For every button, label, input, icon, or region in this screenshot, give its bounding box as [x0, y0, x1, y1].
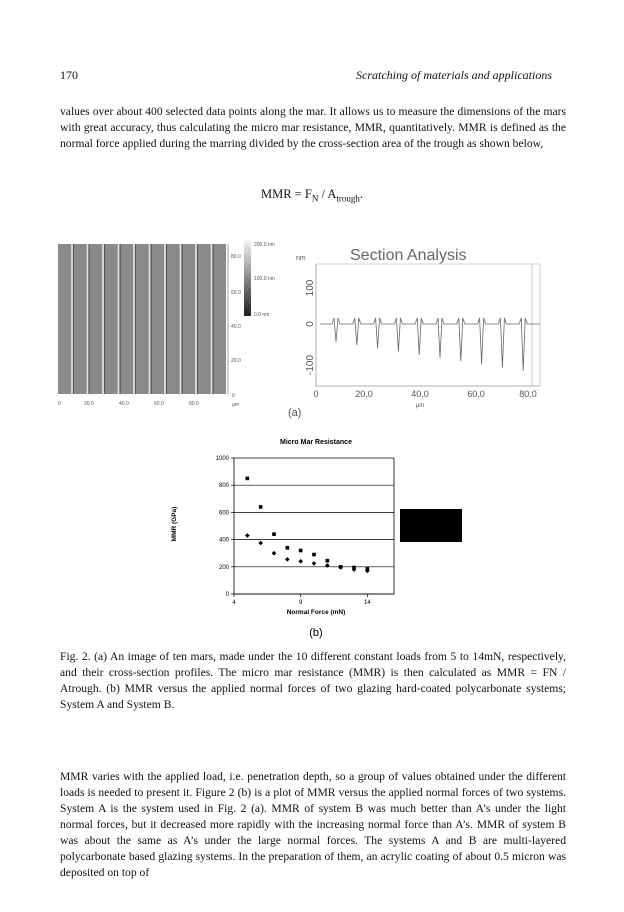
- data-point-square: [352, 566, 356, 570]
- panel-label-a: (a): [288, 407, 302, 419]
- section-y-tick: 0: [305, 321, 316, 327]
- x-tick-label: 4: [232, 600, 236, 606]
- data-point-square: [259, 505, 263, 509]
- image-y-tick: 20.0: [231, 358, 241, 364]
- data-point-diamond: [245, 533, 250, 538]
- data-point-square: [246, 477, 250, 481]
- colorbar-tick: 100.0 nm: [254, 276, 275, 282]
- section-title: Section Analysis: [350, 247, 467, 264]
- section-x-tick: 80.0: [519, 389, 537, 399]
- section-y-unit: nm: [296, 255, 306, 262]
- data-point-square: [326, 559, 330, 563]
- image-y-tick: 40.0: [231, 324, 241, 330]
- color-bar: [244, 240, 251, 316]
- image-y-unit: µm: [232, 402, 240, 408]
- y-tick-label: 200: [218, 564, 229, 571]
- image-x-tick: 40.0: [119, 401, 129, 407]
- equation-sub-trough: trough: [336, 193, 360, 204]
- data-point-diamond: [258, 541, 263, 546]
- section-x-tick: 20.0: [355, 389, 373, 399]
- y-tick-label: 600: [218, 510, 229, 517]
- figure-a: [58, 228, 542, 438]
- section-x-unit: µm: [415, 403, 425, 409]
- x-tick-labels: [232, 594, 371, 606]
- chart-grid: [231, 458, 394, 594]
- panel-label-b: (b): [309, 627, 323, 639]
- chart-xlabel: Normal Force (mN): [286, 609, 346, 616]
- equation-mid: / A: [318, 187, 337, 201]
- section-y-tick: 100: [305, 279, 316, 297]
- x-tick-label: 14: [363, 600, 371, 606]
- section-profile: [320, 318, 540, 371]
- data-point-square: [286, 546, 290, 550]
- y-tick-label: 1000: [215, 456, 229, 462]
- equation-end: .: [359, 187, 363, 201]
- data-point-diamond: [312, 561, 317, 566]
- data-point-square: [339, 565, 343, 569]
- equation-lhs: MMR = F: [260, 187, 312, 201]
- body-paragraph-2: MMR varies with the applied load, i.e. penetration depth, so a group of values obtained under the different loads is needed to present it. Figure 2 (b) is a plot of MMR versus the applied normal forces of two systems. System A is the system used in Fig. 2 (a). MMR of system B was much better than A’s under the light normal forces, but it decreased more rapidly with the increasing normal force than A’s. MMR of system B was about the same as A’s under the large normal forces. The systems A and B are multi-layered polycarbonate based glazing systems. In the preparation of them, an acrylic coating of about 0.5 micron was deposited on top of: [60, 770, 566, 879]
- y-tick-labels: [216, 456, 230, 598]
- data-point-square: [272, 532, 276, 536]
- chart-ylabel: MMR (GPa): [171, 506, 178, 542]
- colorbar-tick: 200.0 nm: [254, 242, 275, 248]
- body-paragraph-1: values over about 400 selected data points along the mar. It allows us to measure the dimensions of the mars with great accuracy, thus calculating the micro mar resistance, MMR, quantitatively. MMR is defined as the normal force applied during the marring divided by the cross-section area of the trough as shown below,: [60, 105, 566, 150]
- image-y-tick: 60.0: [231, 290, 241, 296]
- x-tick-label: 9: [298, 600, 303, 606]
- image-y-tick: 80.0: [231, 254, 241, 260]
- mmr-equation: [0, 187, 624, 204]
- afm-image: [58, 244, 226, 394]
- chart-title: Micro Mar Resistance: [280, 439, 352, 446]
- image-x-tick: 80.0: [189, 401, 199, 407]
- redaction-box: [400, 509, 462, 542]
- data-point-square: [299, 549, 303, 553]
- section-y-tick: -100: [305, 354, 316, 376]
- colorbar-tick: 0.0 nm: [254, 312, 270, 318]
- section-x-tick: 40.0: [411, 389, 429, 399]
- data-point-square: [366, 567, 370, 571]
- page-number: 170: [60, 68, 78, 82]
- data-point-diamond: [272, 551, 277, 556]
- image-x-tick: 60.0: [154, 401, 164, 407]
- y-tick-label: 0: [225, 592, 229, 598]
- section-x-tick: 0: [313, 389, 319, 399]
- data-point-diamond: [298, 559, 303, 564]
- figure-caption: Fig. 2. (a) An image of ten mars, made under the 10 different constant loads from 5 to 14mN, respectively, and their cross-section profiles. The micro mar resistance (MMR) is then calculated as MMR = FN / Atrough. (b) MMR versus the applied normal forces of two glazing hard-coated polycarbonate systems; System A and System B.: [60, 650, 566, 711]
- image-x-tick: 0: [58, 401, 61, 407]
- image-y-tick: 0: [232, 393, 235, 399]
- running-title: Scratching of materials and applications: [356, 68, 552, 82]
- data-point-square: [312, 553, 316, 557]
- y-tick-label: 800: [218, 483, 229, 490]
- data-points: [245, 477, 370, 574]
- section-x-tick: 60.0: [467, 389, 485, 399]
- image-x-tick: 20.0: [84, 401, 94, 407]
- data-point-diamond: [285, 557, 290, 562]
- y-tick-label: 400: [218, 537, 229, 544]
- equation-sub-n: N: [311, 193, 319, 204]
